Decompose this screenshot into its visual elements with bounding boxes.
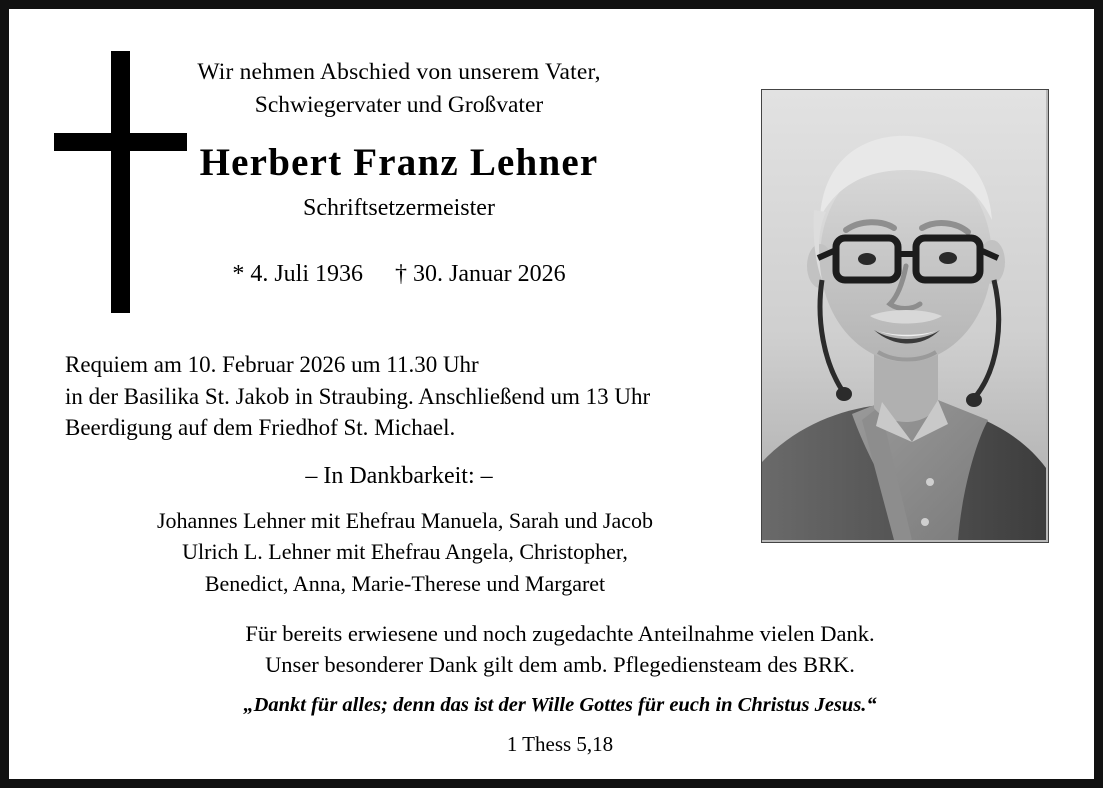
note-line-1: Für bereits erwiesene und noch zugedachte Anteilnahme vielen Dank.: [245, 621, 875, 646]
deceased-profession: Schriftsetzermeister: [303, 195, 495, 221]
service-line-2: in der Basilika St. Jakob in Straubing. Anschließend um 13 Uhr: [65, 383, 651, 409]
service-line-3: Beerdigung auf dem Friedhof St. Michael.: [65, 415, 456, 440]
birth-date: * 4. Juli 1936: [232, 261, 364, 287]
notice-inner-area: [9, 9, 1094, 779]
lead-line-2: Schwiegervater und Großvater: [254, 92, 544, 118]
gratitude-note: [65, 619, 1055, 681]
deceased-name: Herbert Franz Lehner: [199, 141, 599, 184]
bible-verse-reference: 1 Thess 5,18: [506, 732, 614, 756]
service-line-1: Requiem am 10. Februar 2026 um 11.30 Uhr: [65, 352, 479, 377]
bible-verse: „Dankt für alles; denn das ist der Wille Gottes für euch in Christus Jesus.“: [243, 694, 877, 716]
family-line-1: Johannes Lehner mit Ehefrau Manuela, Sarah und Jacob: [156, 508, 654, 533]
death-date: † 30. Januar 2026: [395, 261, 566, 287]
family-line-3: Benedict, Anna, Marie-Therese und Margaret: [204, 570, 606, 596]
family-line-2: Ulrich L. Lehner mit Ehefrau Angela, Christopher,: [182, 539, 628, 565]
thanks-heading: – In Dankbarkeit: –: [305, 463, 493, 489]
life-dates: [69, 261, 729, 288]
lead-line-1: Wir nehmen Abschied von unserem Vater,: [197, 59, 601, 85]
family-list: [55, 505, 755, 599]
service-details: [65, 349, 765, 444]
note-line-2: Unser besonderer Dank gilt dem amb. Pflegediensteam des BRK.: [265, 651, 855, 677]
portrait-photo: [761, 89, 1049, 543]
